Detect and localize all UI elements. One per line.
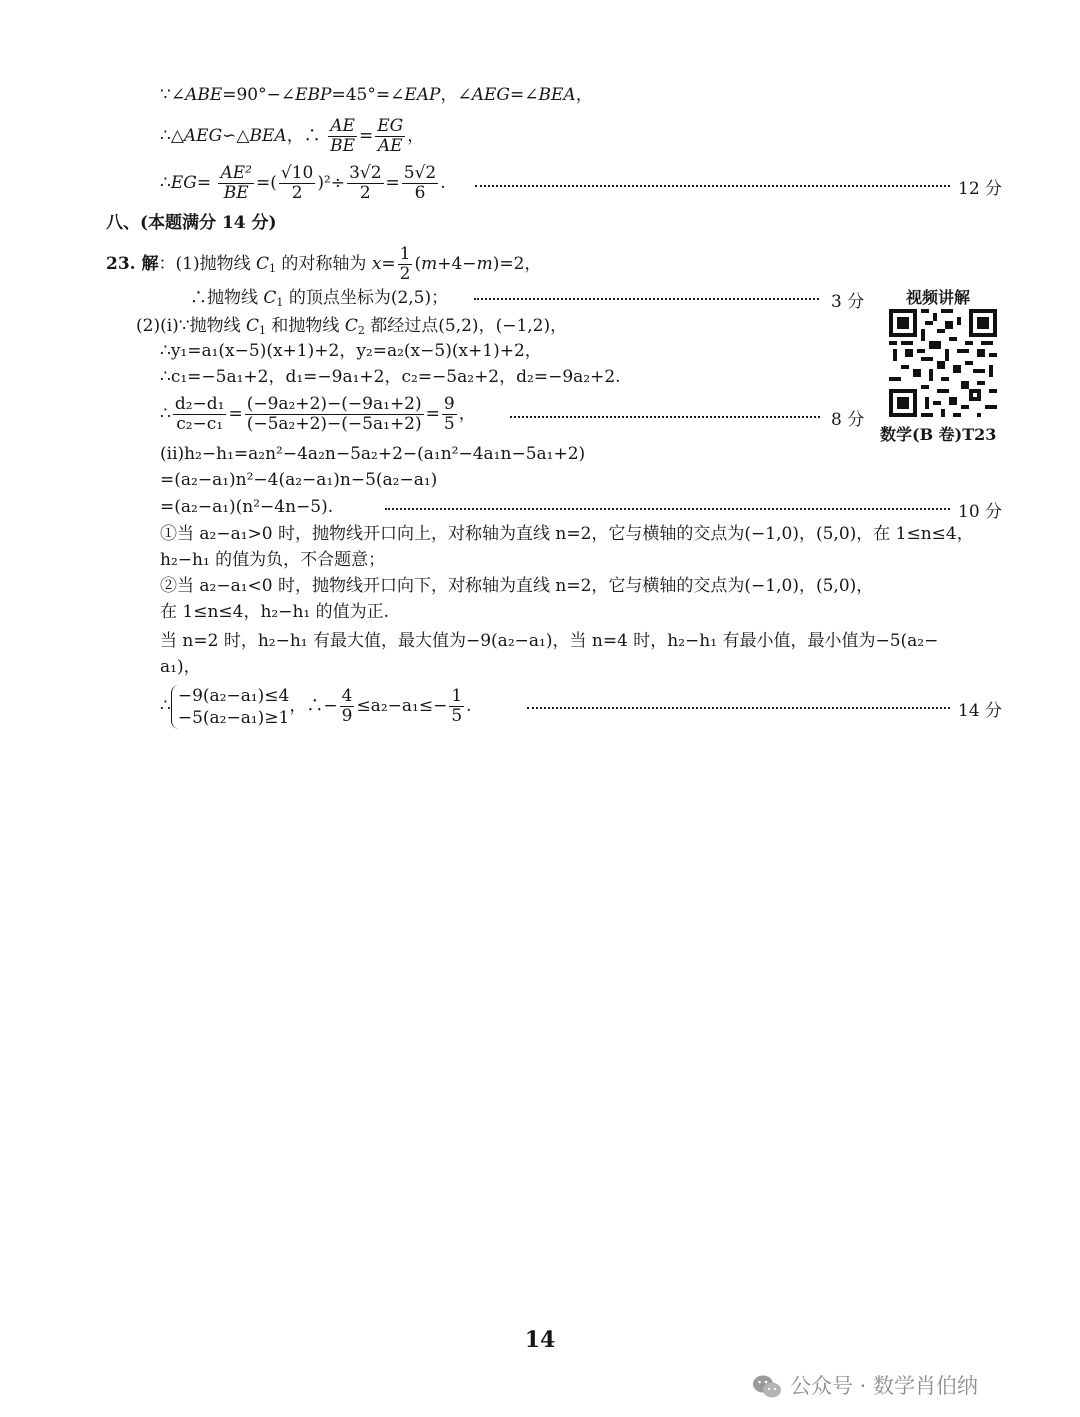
fraction: $\frac{1}{5}$: [451, 686, 463, 726]
score-label: 14 分: [958, 701, 1003, 721]
text: ∴抛物线: [190, 288, 264, 308]
wechat-icon: [752, 1374, 782, 1400]
text: ，∴−: [289, 696, 338, 716]
dotted-leader: [510, 416, 820, 418]
fraction: $\frac{EG}{AE}$: [377, 116, 404, 156]
text: m: [421, 254, 438, 274]
text: ∵∠: [160, 85, 186, 105]
proof-extrema-cont: a₁)，: [160, 657, 201, 677]
text: )²÷: [317, 173, 346, 193]
score-label: 3 分: [831, 292, 865, 312]
text: )=2，: [492, 254, 542, 274]
text: ，∴: [286, 126, 321, 146]
text: ，: [575, 85, 593, 105]
text: =: [381, 254, 396, 274]
score-label: 12 分: [958, 179, 1003, 199]
text: ∴△: [160, 126, 184, 146]
text: ∴: [160, 173, 171, 193]
text: ∴: [160, 404, 171, 424]
score-label: 10 分: [958, 502, 1003, 522]
dotted-leader: [474, 298, 819, 300]
proof-case-1: ①当 a₂−a₁>0 时，抛物线开口向上，对称轴为直线 n=2，它与横轴的交点为(−1,0)，(5,0)，在 1≤n≤4，: [160, 524, 974, 544]
text: .: [466, 696, 472, 716]
proof-case-1-cont: h₂−h₁ 的值为负，不合题意；: [160, 550, 386, 570]
text: BEA: [538, 85, 576, 105]
proof-case-2: ②当 a₂−a₁<0 时，抛物线开口向下，对称轴为直线 n=2，它与横轴的交点为(−1,0)，(5,0)，: [160, 576, 874, 596]
text: ∴: [160, 696, 171, 716]
text: =45°=∠: [331, 85, 405, 105]
fraction: $\frac{4}{9}$: [341, 686, 353, 726]
text: 2: [357, 324, 365, 337]
text: C: [344, 316, 358, 336]
text: ∽△: [222, 126, 250, 146]
text: 1: [276, 296, 284, 309]
proof-extrema: 当 n=2 时，h₂−h₁ 有最大值，最大值为−9(a₂−a₁)，当 n=4 时，h₂−h₁ 有最小值，最小值为−5(a₂−: [160, 631, 939, 651]
proof-line-y: ∴y₁=a₁(x−5)(x+1)+2，y₂=a₂(x−5)(x+1)+2，: [160, 341, 542, 361]
proof-line-3: [160, 163, 446, 203]
text: x: [371, 254, 382, 274]
proof-case-2-cont: 在 1≤n≤4，h₂−h₁ 的值为正.: [160, 602, 390, 622]
text: =: [385, 173, 400, 193]
text: .: [440, 173, 446, 193]
video-title: 视频讲解: [906, 288, 971, 307]
proof-line-expand: =(a₂−a₁)n²−4(a₂−a₁)n−5(a₂−a₁): [160, 470, 438, 490]
fraction: $\frac{9}{5}$: [443, 394, 455, 434]
score-label: 8 分: [831, 410, 865, 430]
text: =(: [256, 173, 277, 193]
qr-code-icon: [889, 309, 997, 417]
text: ，: [458, 404, 476, 424]
text: =: [196, 173, 212, 193]
text: EBP: [295, 85, 332, 105]
proof-line-1: [160, 84, 593, 106]
text: 和抛物线: [266, 316, 345, 336]
text: =: [425, 404, 440, 424]
fraction: $\frac{√10}{2}$: [280, 163, 314, 203]
proof-line-vertex: [190, 287, 448, 314]
dotted-leader: [475, 185, 950, 187]
text: C: [255, 254, 269, 274]
fraction: $\frac{1}{2}$: [399, 244, 411, 284]
text: 的对称轴为: [276, 254, 372, 274]
problem-23-line-1: [106, 244, 541, 289]
proof-line-2i: [136, 315, 567, 342]
proof-conclusion: [160, 684, 472, 729]
proof-line-2ii: (ii)h₂−h₁=a₂n²−4a₂n−5a₂+2−(a₁n²−4a₁n−5a₁+2): [160, 444, 586, 464]
text: (2)(i)∵抛物线: [136, 316, 247, 336]
text: −5(a₂−a₁)≥1: [177, 707, 290, 728]
section-header: 八、(本题满分 14 分): [106, 213, 277, 233]
text: EG: [170, 173, 197, 193]
text: m: [476, 254, 493, 274]
text: =90°−∠: [222, 85, 296, 105]
video-caption: 数学(B 卷)T23: [880, 425, 997, 444]
text: 的顶点坐标为(2,5)；: [283, 288, 449, 308]
text: 都经过点(5,2)，(−1,2)，: [364, 316, 568, 336]
fraction: $\frac{\text{(−9a₂+2)−(−9a₁+2)}}{\text{(−5a₂+2)−(−5a₁+2)}}$: [246, 394, 422, 434]
inequality-system: [171, 685, 290, 729]
proof-line-2: [160, 116, 424, 156]
text: C: [246, 316, 260, 336]
text: ：(1)抛物线: [158, 254, 256, 274]
proof-line-ratio: [160, 392, 476, 436]
fraction: $\frac{AE}{BE}$: [330, 116, 355, 156]
page-number: 14: [524, 1327, 556, 1353]
text: +4−: [437, 254, 477, 274]
text: ，∠: [440, 85, 472, 105]
fraction: $\frac{\text{AE²}}{BE}$: [220, 163, 252, 203]
watermark-text: 公众号 · 数学肖伯纳: [790, 1374, 979, 1398]
fraction: $\frac{\text{d₂−d₁}}{\text{c₂−c₁}}$: [174, 394, 225, 434]
fraction: $\frac{3√2}{2}$: [349, 163, 382, 203]
text: EAP: [404, 85, 441, 105]
text: BEA: [249, 126, 287, 146]
dotted-leader: [385, 508, 950, 510]
problem-number: 23. 解: [106, 254, 159, 274]
proof-line-c-d: ∴c₁=−5a₁+2，d₁=−9a₁+2，c₂=−5a₂+2，d₂=−9a₂+2.: [160, 367, 621, 387]
text: =: [359, 126, 374, 146]
dotted-leader: [527, 707, 950, 709]
text: C: [263, 288, 277, 308]
text: AEG: [471, 85, 510, 105]
text: 1: [269, 262, 276, 275]
text: ABE: [185, 85, 223, 105]
text: 1: [259, 324, 267, 337]
text: =∠: [510, 85, 539, 105]
proof-line-factor: =(a₂−a₁)(n²−4n−5).: [160, 497, 334, 517]
fraction: $\frac{5√2}{6}$: [403, 163, 437, 203]
text: =: [228, 404, 243, 424]
text: −9(a₂−a₁)≤4: [177, 685, 290, 706]
text: ，: [407, 126, 425, 146]
text: ≤a₂−a₁≤−: [356, 696, 448, 716]
text: (: [414, 254, 422, 274]
text: AEG: [183, 126, 223, 146]
